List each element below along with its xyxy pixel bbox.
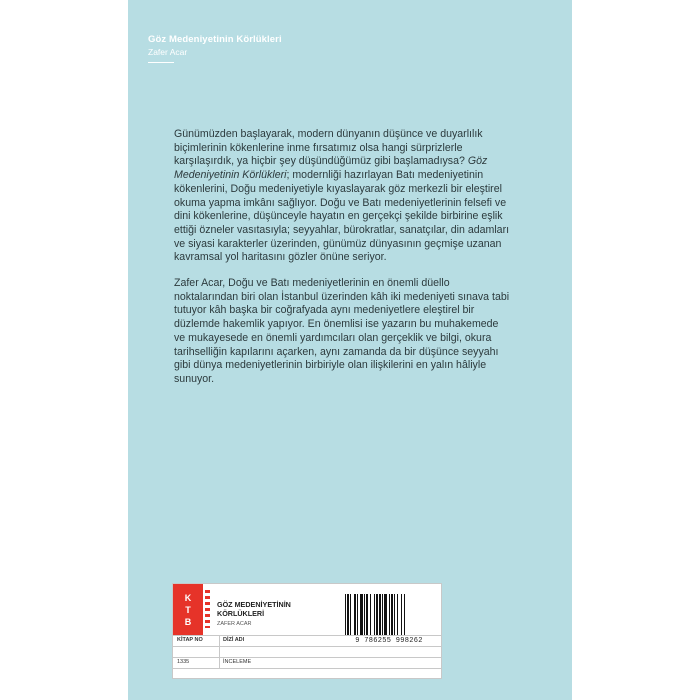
barcode-bar (347, 594, 349, 636)
cover-title: Göz Medeniyetinin Körlükleri (148, 34, 282, 45)
barcode-bar (364, 594, 365, 636)
info-table-empty-row (173, 647, 441, 658)
info-table-row (173, 658, 441, 669)
barcode-bars (345, 594, 433, 638)
publisher-logo (173, 584, 203, 635)
barcode-bar (391, 594, 393, 636)
cover-author: Zafer Acar (148, 47, 188, 57)
header-kitap-no: KİTAP NO (177, 637, 203, 643)
header-dizi-adi: DİZİ ADI (223, 637, 245, 643)
info-book-author: ZAFER ACAR (217, 621, 252, 627)
book-title-italic: Göz Medeniyetinin Körlükleri (174, 155, 488, 182)
barcode-bar (379, 594, 381, 636)
info-table-header (173, 636, 441, 647)
blurb-text (174, 128, 510, 387)
barcode-bar (389, 594, 390, 636)
table-divider (219, 635, 220, 668)
barcode-bar (401, 594, 402, 636)
barcode-bar (350, 594, 351, 636)
barcode-number: 9 786255 998262 (355, 637, 423, 645)
barcode-bar (394, 594, 395, 636)
title-divider (148, 62, 174, 63)
cell-kitap-no: 1335 (177, 659, 190, 665)
barcode-bar (357, 594, 358, 636)
barcode-bar (382, 594, 383, 636)
cell-dizi-adi: İNCELEME (223, 659, 252, 665)
info-table (173, 635, 441, 669)
logo-stripes (205, 590, 210, 628)
barcode-bar (384, 594, 387, 636)
barcode-bar (404, 594, 405, 636)
book-info-box (172, 583, 442, 679)
logo-letter-k: K (184, 592, 192, 603)
logo-letter-b: B (184, 616, 192, 627)
barcode-bar (374, 594, 375, 636)
barcode-bar (376, 594, 378, 636)
barcode-bar (360, 594, 363, 636)
logo-letter-t: T (185, 604, 191, 615)
back-cover (128, 0, 572, 700)
info-book-title: GÖZ MEDENİYETİNİN KÖRLÜKLERİ (217, 600, 291, 618)
barcode-bar (397, 594, 398, 636)
barcode-bar (370, 594, 371, 636)
barcode-bar (366, 594, 368, 636)
blurb-paragraph-2: Zafer Acar, Doğu ve Batı medeniyetlerinin en önemli düello noktalarından biri olan İstanbul üzerinden kâh iki medeniyeti sınava tabi tutuyor kâh başka bir coğrafyada aynı medeniyetlere eleştirel bir düzlemde hakemlik yapıyor. En önemlisi ise yazarın bu muhakemede ve mukayesede en önemli yardımcıları olan gerçeklik ve bilgi, okura tarihselliğin kapılarını açarken, aynı zamanda da bir düşünce seyyahı gibi dünya medeniyetlerinin birbiriyle olan ilişkilerini en yalın hâliyle sunuyor. (174, 277, 510, 385)
barcode-bar (354, 594, 356, 636)
barcode-bar (345, 594, 346, 636)
blurb-paragraph-1: Günümüzden başlayarak, modern dünyanın düşünce ve duyarlılık biçimlerinin kökenlerine inme fırsatımız olsa hangi sürprizlerle karşılaşırdık, ya hiçbir şey düşündüğümüz gibi başlamadıysa? Göz Medeniyetinin Körlükleri; modernliği hazırlayan Batı medeniyetinin kökenlerini, Doğu medeniyetiyle kıyaslayarak göz merkezli bir eleştirel okuma yapma imkânı sağlıyor. Doğu ve Batı medeniyetlerinin felsefi ve dini kökenlerine, düşünceyle hayatın en gerçekçi şekilde birbirine eşlik ettiği özneler vasıtasıyla; seyyahlar, bürokratlar, sanatçılar, din adamları ve siyasi karakterler üzerinden, günümüz dünyasının geçmişe uzanan kavramsal yol haritasını gözler önüne seriyor. (174, 128, 510, 264)
